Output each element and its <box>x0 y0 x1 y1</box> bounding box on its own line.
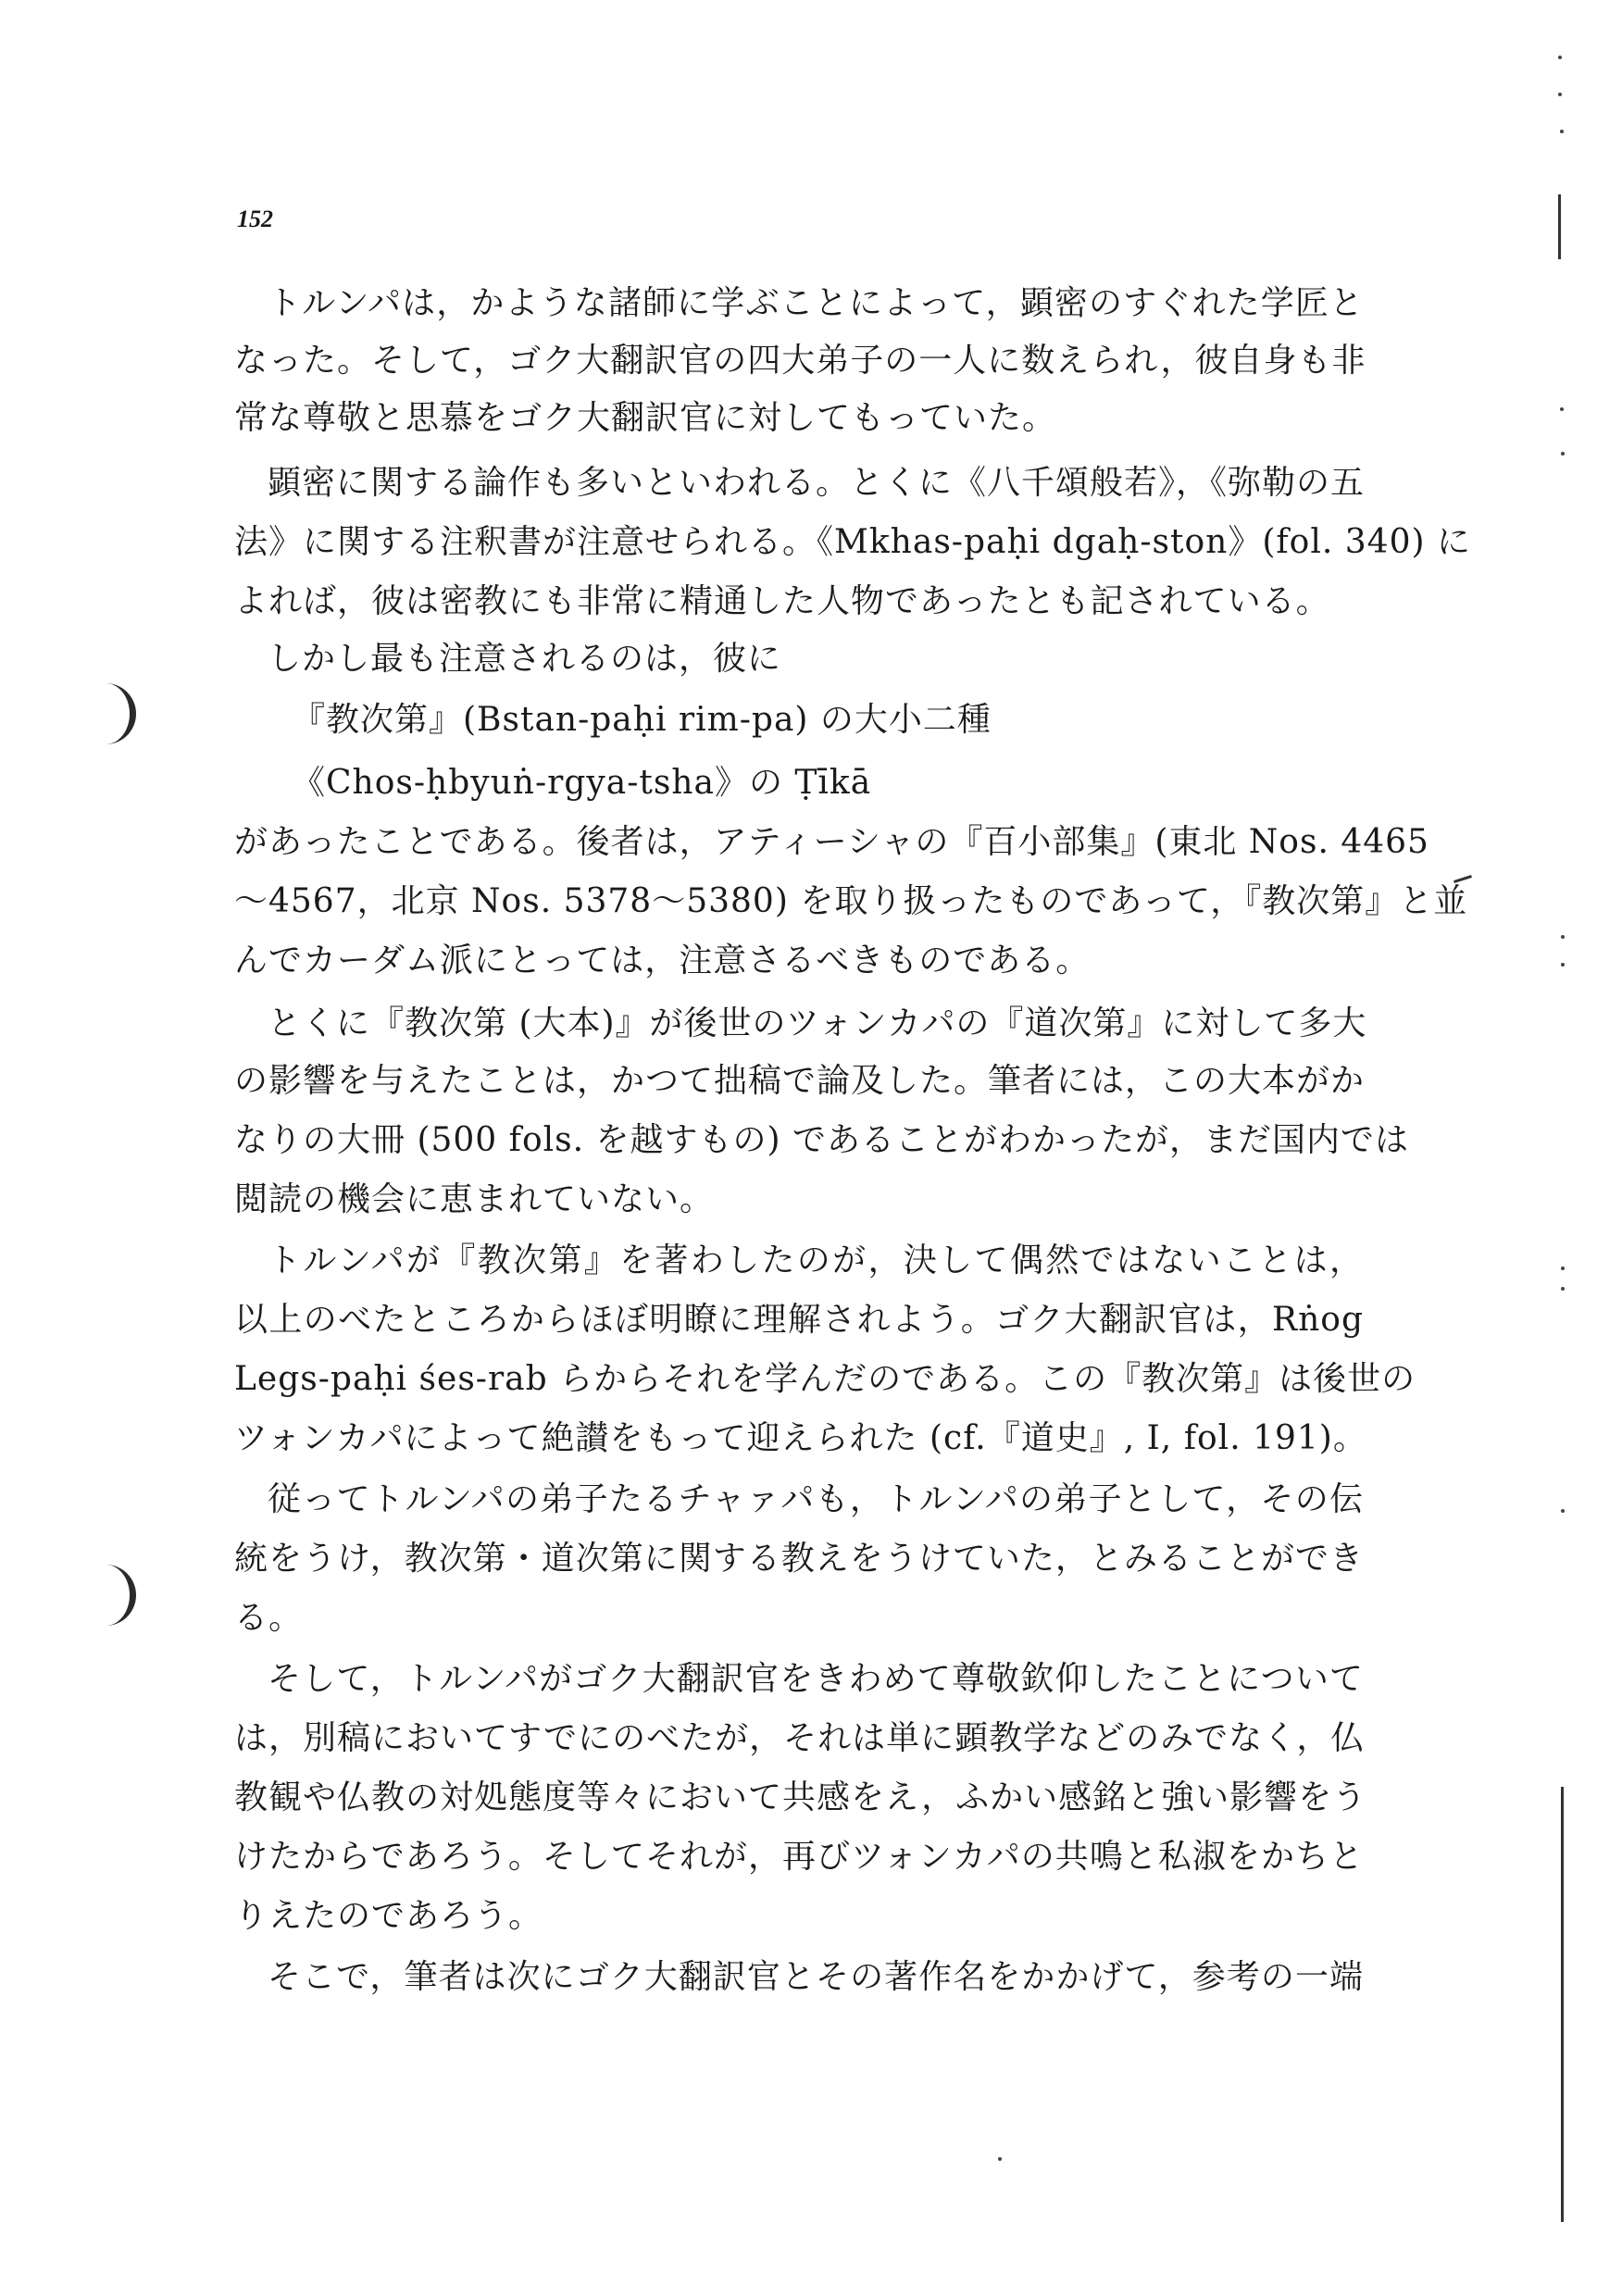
binding-hole-mark <box>102 683 136 744</box>
text-line: なった。そして，ゴク大翻訳官の四大弟子の一人に数えられ，彼自身も非 <box>234 342 1366 380</box>
scan-edge-mark <box>1558 194 1561 259</box>
text-line: ～4567，北京 Nos. 5378～5380) を取り扱ったものであって，『教次第』と並 <box>234 882 1468 920</box>
text-line: りえたのであろう。 <box>234 1897 543 1935</box>
scan-speck <box>1561 1509 1565 1513</box>
text-line: 教観や仏教の対処態度等々において共感をえ，ふかい感銘と強い影響をう <box>234 1778 1367 1816</box>
scan-speck <box>1561 452 1565 455</box>
text-line: そして，トルンパがゴク大翻訳官をきわめて尊敬欽仰したことについて <box>268 1660 1364 1698</box>
scan-edge-mark <box>1561 1787 1564 2222</box>
text-line: る。 <box>234 1599 304 1637</box>
text-line: ツォンカパによって絶讃をもって迎えられた (cf.『道史』, I, fol. 191)。 <box>234 1419 1367 1457</box>
text-line: は，別稿においてすでにのべたが，それは単に顕教学などのみでなく，仏 <box>234 1719 1366 1757</box>
text-line: なりの大冊 (500 fols. を越すもの) であることがわかったが，まだ国内では <box>234 1121 1410 1159</box>
text-line: 法》に関する注釈書が注意せられる。《Mkhas-paḥi dgaḥ-ston》(fol. 340) に <box>234 523 1471 561</box>
text-line: 《Chos-ḥbyuṅ-rgya-tsha》の Ṭīkā <box>292 764 872 802</box>
text-line: Legs-paḥi śes-rab らからそれを学んだのである。この『教次第』は後世の <box>234 1360 1416 1398</box>
scan-speck <box>1558 56 1562 59</box>
scan-speck <box>1561 1267 1565 1270</box>
text-line: 閲読の機会に恵まれていない。 <box>234 1180 715 1218</box>
text-line: 以上のべたところからほぼ明瞭に理解されよう。ゴク大翻訳官は，Rṅog <box>234 1301 1364 1339</box>
text-line: そこで，筆者は次にゴク大翻訳官とその著作名をかかげて，参考の一端 <box>268 1958 1364 1996</box>
scan-speck <box>1561 963 1565 967</box>
text-line: しかし最も注意されるのは，彼に <box>268 640 782 678</box>
text-line: 統をうけ，教次第・道次第に関する教えをうけていた，とみることができ <box>234 1540 1364 1578</box>
binding-hole-mark <box>102 1565 136 1626</box>
text-line: があったことである。後者は，アティーシャの『百小部集』(東北 Nos. 4465 <box>234 823 1429 861</box>
text-line: トルンパが『教次第』を著わしたのが，決して偶然ではないことは， <box>268 1242 1364 1279</box>
text-line: よれば，彼は密教にも非常に精通した人物であったとも記されている。 <box>234 582 1330 620</box>
scan-speck <box>1560 407 1564 411</box>
text-line: 常な尊敬と思慕をゴク大翻訳官に対してもっていた。 <box>234 399 1057 437</box>
scan-speck <box>1561 935 1565 939</box>
text-line: 顕密に関する論作も多いといわれる。とくに《八千頌般若》，《弥勒の五 <box>268 464 1366 502</box>
text-line: とくに『教次第 (大本)』が後世のツォンカパの『道次第』に対して多大 <box>268 1004 1367 1042</box>
page-number: 152 <box>237 206 273 232</box>
scan-speck <box>998 2157 1002 2161</box>
text-line: 従ってトルンパの弟子たるチャァパも，トルンパの弟子として，その伝 <box>268 1480 1364 1518</box>
text-line: の影響を与えたことは，かつて拙稿で論及した。筆者には，この大本がか <box>234 1062 1366 1100</box>
scan-speck <box>1561 1287 1565 1291</box>
text-line: けたからであろう。そしてそれが，再びツォンカパの共鳴と私淑をかちと <box>234 1838 1364 1876</box>
text-line: 『教次第』(Bstan-paḥi rim-pa) の大小二種 <box>292 701 992 739</box>
scan-speck <box>1558 93 1562 96</box>
text-line: トルンパは，かような諸師に学ぶことによって，顕密のすぐれた学匠と <box>268 284 1364 322</box>
scan-speck <box>1560 130 1564 133</box>
text-line: んでカーダム派にとっては，注意さるべきものである。 <box>234 942 1091 980</box>
